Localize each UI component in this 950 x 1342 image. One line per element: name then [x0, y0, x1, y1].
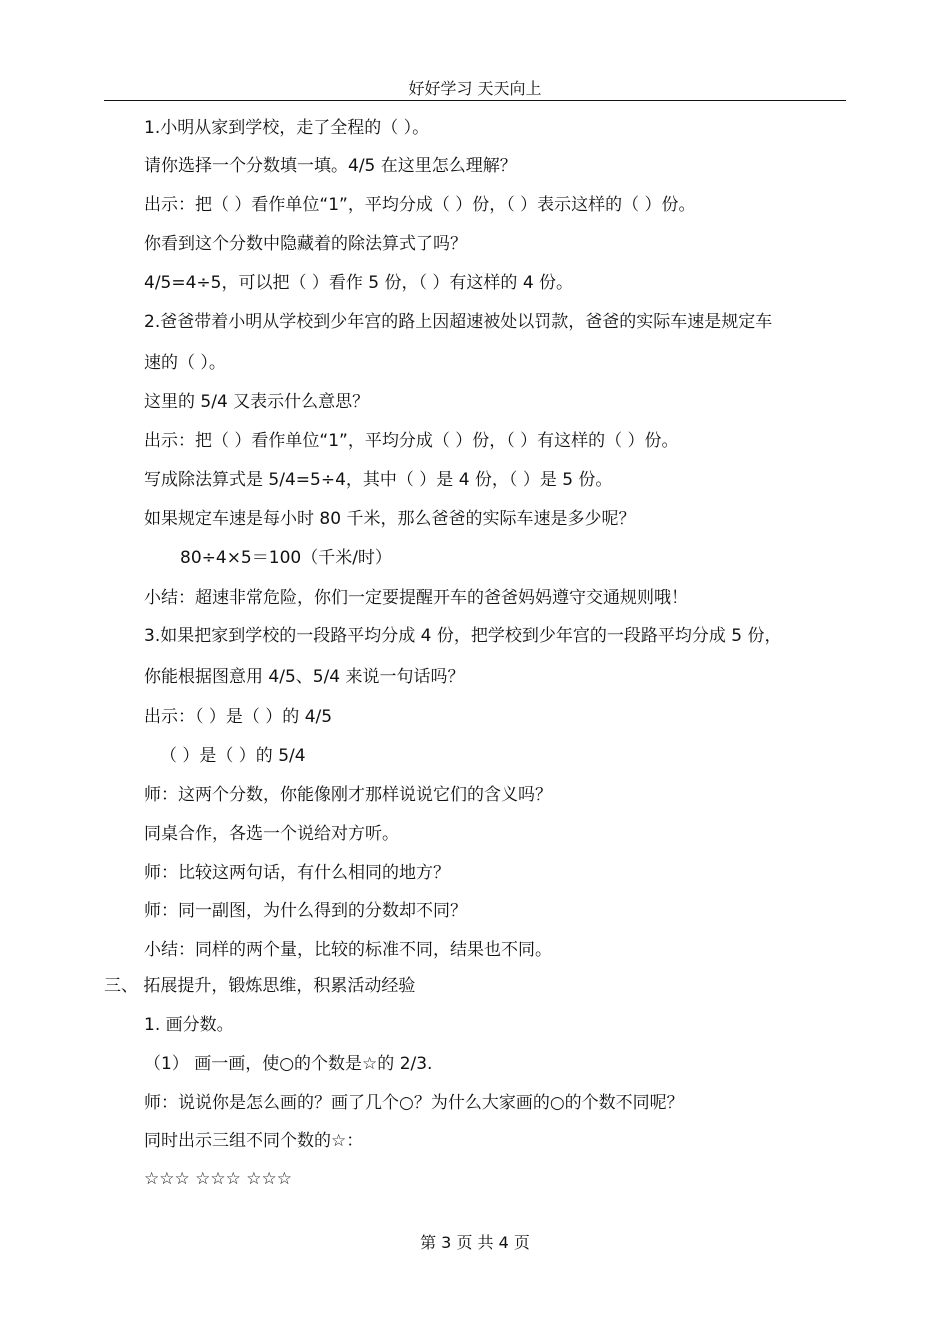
show-line: 出示：把（ ）看作单位“1”，平均分成（ ）份，（ ）表示这样的（ ）份。: [144, 195, 696, 215]
question-3-line: 3.如果把家到学校的一段路平均分成 4 份，把学校到少年宫的一段路平均分成 5 份，: [144, 626, 782, 646]
star-groups-line: ☆☆☆ ☆☆☆ ☆☆☆: [144, 1169, 292, 1189]
question-3-continued: 你能根据图意用 4/5、5/4 来说一句话吗？: [144, 667, 465, 687]
show-line: （ ）是（ ）的 5/4: [160, 746, 306, 766]
question-line: 如果规定车速是每小时 80 千米，那么爸爸的实际车速是多少呢？: [144, 509, 636, 529]
prompt-line: 请你选择一个分数填一填。4/5 在这里怎么理解？: [144, 156, 517, 176]
section-heading: 三、 拓展提升，锻炼思维，积累活动经验: [104, 976, 416, 996]
teacher-line: 师：这两个分数，你能像刚才那样说说它们的含义吗？: [144, 785, 552, 805]
page-footer: 第 3 页 共 4 页: [420, 1233, 530, 1252]
activity-line: 同桌合作，各选一个说给对方听。: [144, 824, 399, 844]
question-1-line: 1.小明从家到学校，走了全程的（ ）。: [144, 118, 430, 138]
header-divider: [104, 100, 846, 101]
question-line: 这里的 5/4 又表示什么意思？: [144, 392, 370, 412]
teacher-line: 师：比较这两句话，有什么相同的地方？: [144, 863, 450, 883]
show-line: 出示：（ ）是（ ）的 4/5: [144, 707, 333, 727]
question-2-continued: 速的（ ）。: [144, 353, 226, 373]
show-line: 同时出示三组不同个数的☆：: [144, 1131, 364, 1151]
question-2-line: 2.爸爸带着小明从学校到少年宫的路上因超速被处以罚款，爸爸的实际车速是规定车: [144, 312, 773, 332]
equation-line: 写成除法算式是 5/4=5÷4，其中（ ）是 4 份，（ ）是 5 份。: [144, 470, 613, 490]
page-header: 好好学习 天天向上: [408, 79, 542, 98]
summary-line: 小结：同样的两个量，比较的标准不同，结果也不同。: [144, 940, 552, 960]
show-line: 出示：把（ ）看作单位“1”，平均分成（ ）份，（ ）有这样的（ ）份。: [144, 431, 679, 451]
question-line: 你看到这个分数中隐藏着的除法算式了吗？: [144, 234, 467, 254]
equation-line: 4/5=4÷5，可以把（ ）看作 5 份，（ ）有这样的 4 份。: [144, 273, 574, 293]
teacher-line: 师：同一副图，为什么得到的分数却不同？: [144, 901, 467, 921]
task-line: （1） 画一画，使○的个数是☆的 2/3.: [144, 1054, 433, 1074]
subsection-heading: 1. 画分数。: [144, 1015, 234, 1035]
summary-line: 小结：超速非常危险，你们一定要提醒开车的爸爸妈妈遵守交通规则哦！: [144, 588, 688, 608]
calculation-line: 80÷4×5＝100（千米/时）: [180, 548, 392, 568]
teacher-line: 师：说说你是怎么画的？画了几个○？为什么大家画的○的个数不同呢？: [144, 1093, 684, 1113]
